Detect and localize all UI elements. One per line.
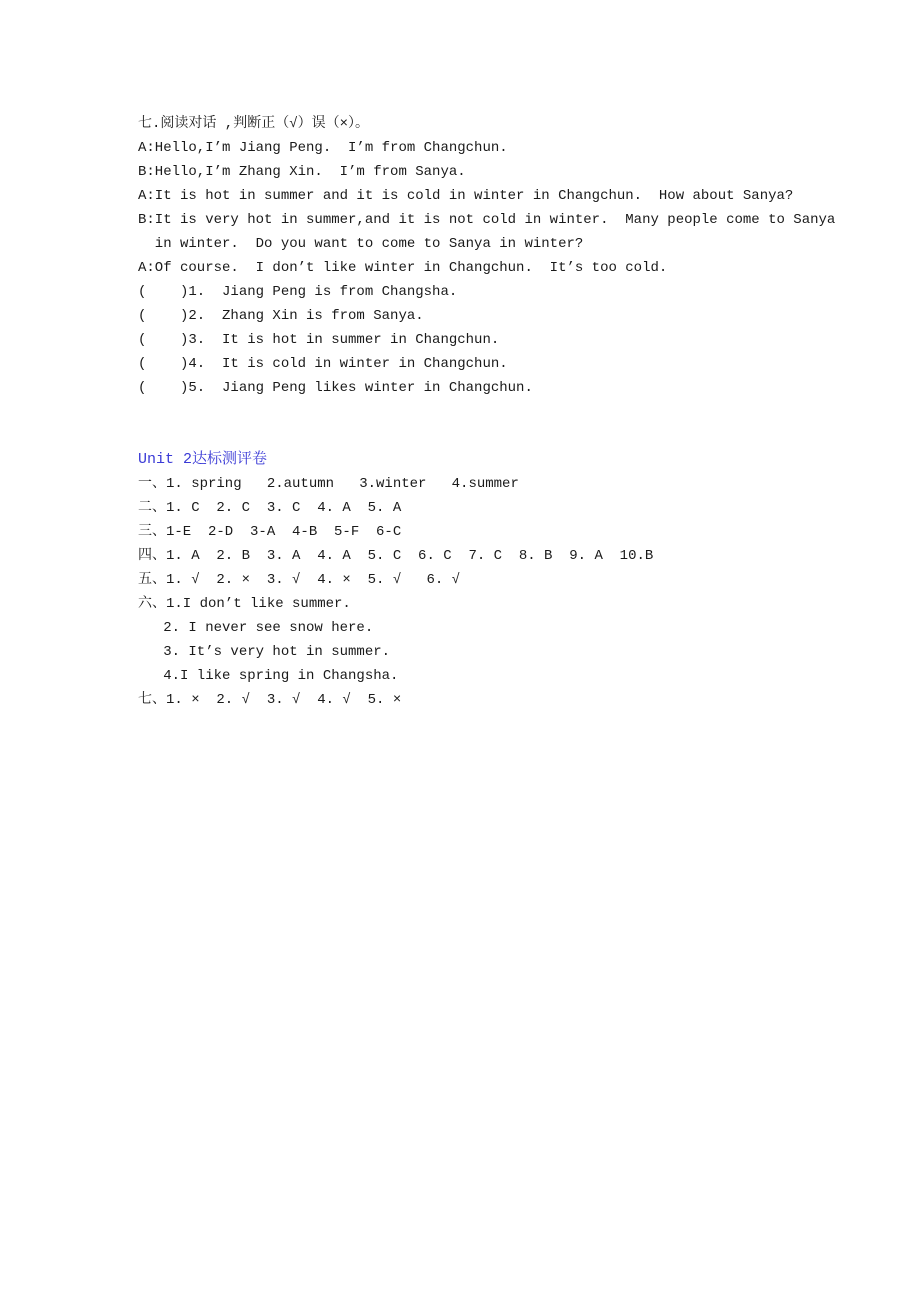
answer-line: 五、1. √ 2. × 3. √ 4. × 5. √ 6. √ <box>138 572 461 588</box>
dialogue-line: A:It is hot in summer and it is cold in winter in Changchun. How about Sanya? <box>138 188 794 204</box>
question-line: ( )4. It is cold in winter in Changchun. <box>138 356 508 372</box>
answer-line: 4.I like spring in Changsha. <box>138 668 399 684</box>
question-line: ( )5. Jiang Peng likes winter in Changchun. <box>138 380 533 396</box>
dialogue-line: B:It is very hot in summer,and it is not cold in winter. Many people come to Sanya <box>138 212 836 228</box>
answer-line: 2. I never see snow here. <box>138 620 374 636</box>
dialogue-line: B:Hello,I’m Zhang Xin. I’m from Sanya. <box>138 164 466 180</box>
answer-line: 六、1.I don’t like summer. <box>138 596 351 612</box>
question-line: ( )2. Zhang Xin is from Sanya. <box>138 308 424 324</box>
dialogue-line: in winter. Do you want to come to Sanya in winter? <box>138 236 584 252</box>
section-title: 七.阅读对话 ,判断正（√）误（×）。 <box>138 116 370 132</box>
answer-line: 三、1-E 2-D 3-A 4-B 5-F 6-C <box>138 524 402 540</box>
answer-line: 七、1. × 2. √ 3. √ 4. √ 5. × <box>138 692 402 708</box>
answer-key-heading: Unit 2达标测评卷 <box>138 451 268 468</box>
question-line: ( )1. Jiang Peng is from Changsha. <box>138 284 458 300</box>
answer-line: 3. It’s very hot in summer. <box>138 644 391 660</box>
answer-line: 二、1. C 2. C 3. C 4. A 5. A <box>138 500 402 516</box>
answer-line: 四、1. A 2. B 3. A 4. A 5. C 6. C 7. C 8. B 9. A 10.B <box>138 548 654 564</box>
answer-line: 一、1. spring 2.autumn 3.winter 4.summer <box>138 476 519 492</box>
question-line: ( )3. It is hot in summer in Changchun. <box>138 332 500 348</box>
dialogue-line: A:Of course. I don’t like winter in Changchun. It’s too cold. <box>138 260 668 276</box>
answer-key-section <box>138 448 900 712</box>
reading-section <box>138 112 900 400</box>
dialogue-line: A:Hello,I’m Jiang Peng. I’m from Changchun. <box>138 140 508 156</box>
